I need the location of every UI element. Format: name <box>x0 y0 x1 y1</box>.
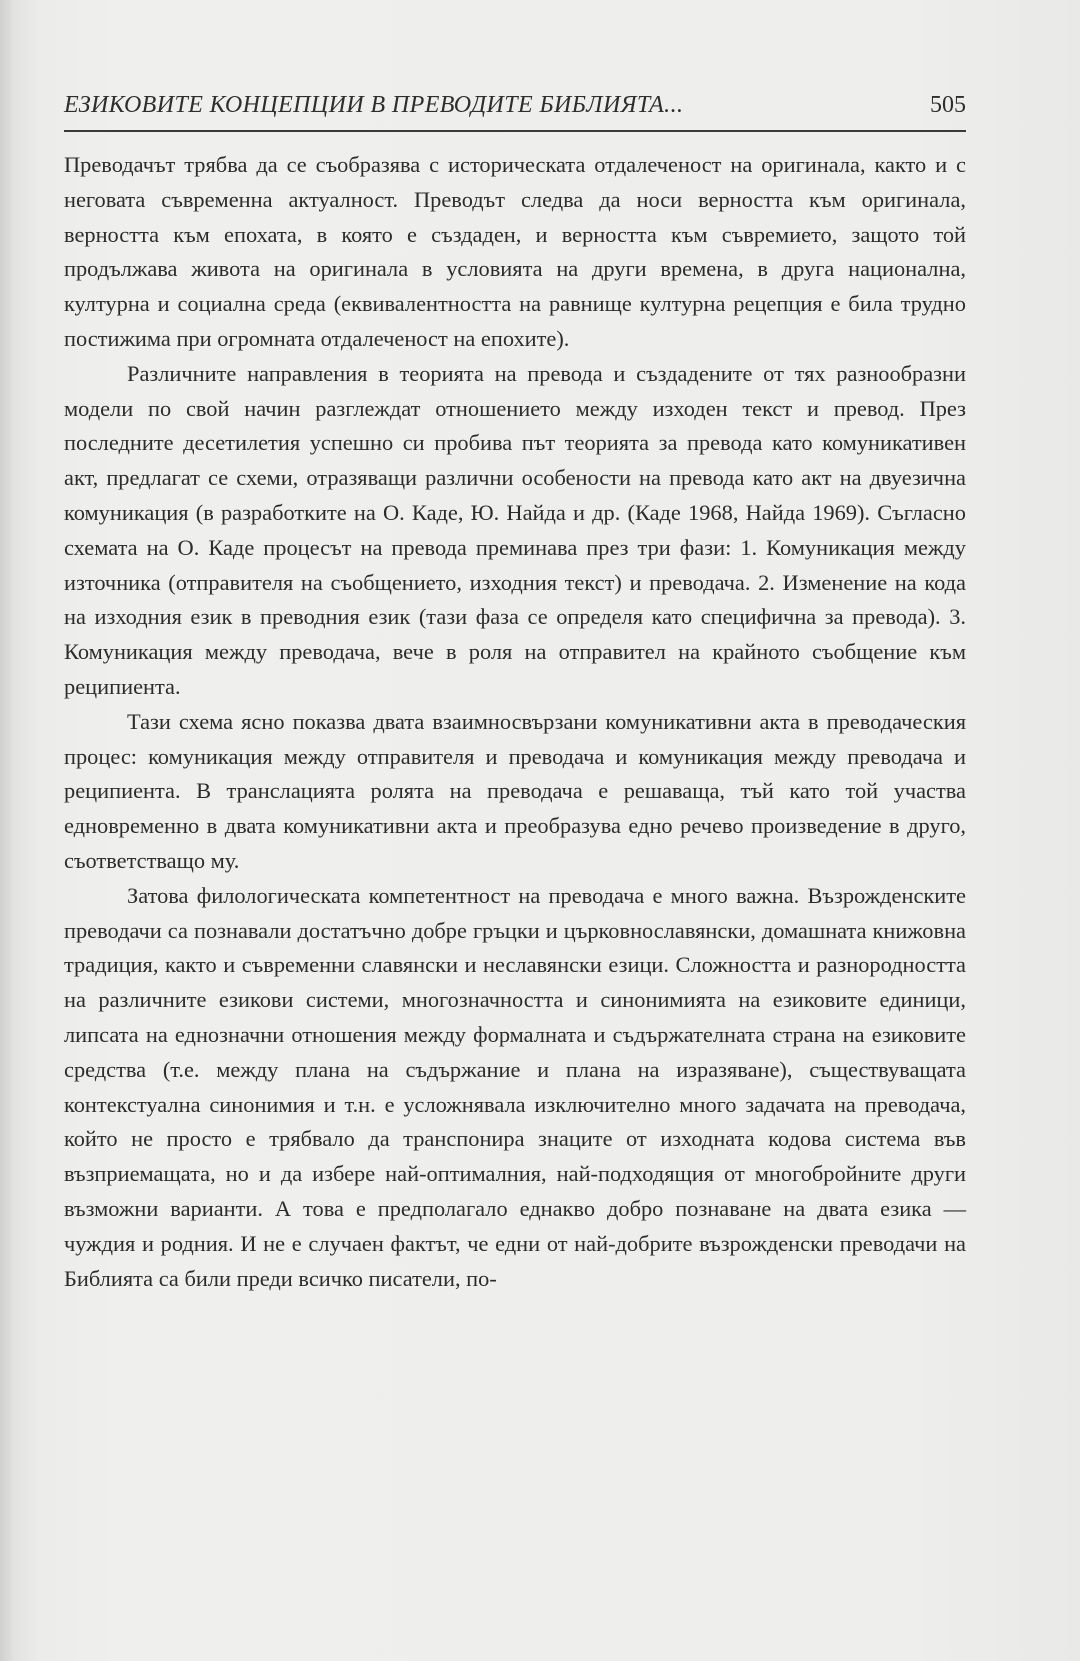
running-title: ЕЗИКОВИТЕ КОНЦЕПЦИИ В ПРЕВОДИТЕ БИБЛИЯТА... <box>64 92 684 118</box>
paragraph-4: Затова филологическата компетентност на преводача е много важна. Възрожденските преводачи са познавали достатъчно добре гръцки и църковнославянски, домашната книжовна традиция, както и съвременни славянски и неславянски езици. Сложността и разнородността на различните езикови системи, многозначността и синонимията на езиковите единици, липсата на еднозначни отношения между формалната и съдържателната страна на езиковите средства (т.е. между плана на съдържание и плана на изразяване), съществуващата контекстуална синонимия и т.н. е усложнявала изключително много задачата на преводача, който не просто е трябвало да транспонира знаците от изходната кодова система във възприемащата, но и да избере най-оптималния, най-подходящия от многобройните други възможни варианти. А това е предполагало еднакво добро познаване на двата езика — чуждия и родния. И не е случаен фактът, че едни от най-добрите възрожденски преводачи на Библията са били преди всичко писатели, по- <box>64 882 966 1291</box>
running-header <box>64 86 966 132</box>
paragraph-2: Различните направления в теорията на превода и създадените от тях разнообразни модели по свой начин разглеждат отношението между изходен текст и превод. През последните десетилетия успешно си пробива път теорията за превода като комуникативен акт, предлагат се схеми, отразяващи различни особености на превода като акт на двуезична комуникация (в разработките на О. Каде, Ю. Найда и др. (Каде 1968, Найда 1969). Съгласно схемата на О. Каде процесът на превода преминава през три фази: 1. Комуникация между източника (отправителя на съобщението, изходния текст) и преводача. 2. Изменение на кода на изходния език в преводния език (тази фаза се определя като специфична за превода). 3. Комуникация между преводача, вече в роля на отправител на крайното съобщение към реципиента. <box>64 360 966 699</box>
body-text <box>64 148 966 1296</box>
paragraph-1: Преводачът трябва да се съобразява с историческата отдалеченост на оригинала, както и с неговата съвременна актуалност. Преводът следва да носи верността към оригинала, верността към епохата, в която е създаден, и верността към съвремието, защото той продължава живота на оригинала в условията на други времена, в друга национална, културна и социална среда (еквивалентността на равнище културна рецепция е била трудно постижима при огромната отдалеченост на епохите). <box>64 152 966 351</box>
page-number: 505 <box>930 92 966 118</box>
paragraph-3: Тази схема ясно показва двата взаимносвързани комуникативни акта в преводаческия процес: комуникация между отправителя и преводача и комуникация между преводача и реципиента. В транслацията ролята на преводача е решаваща, тъй като той участва едновременно в двата комуникативни акта и преобразува едно речево произведение в друго, съответстващо му. <box>64 708 966 873</box>
